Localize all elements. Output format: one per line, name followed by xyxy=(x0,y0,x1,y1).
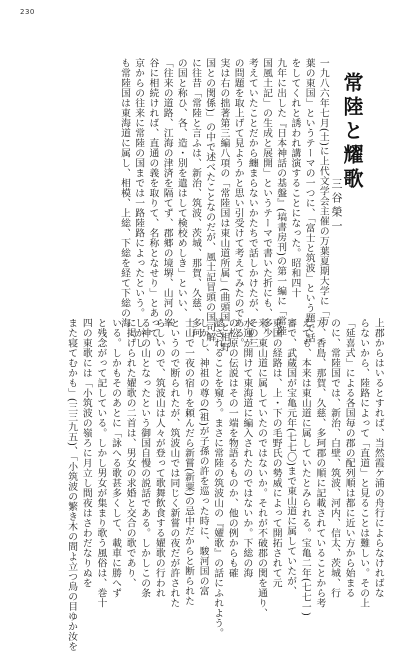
text-column: の松原の伝説はその一端を物語るものか、他の例からも確 xyxy=(226,318,238,578)
text-column: と残念がって記している。しかし男女が集まり歌う風俗は、巻十 xyxy=(95,318,107,608)
text-column: に往昔「常陸と言ふは、新治、筑波、茨城、那賀、久慈、多珂 xyxy=(189,58,201,338)
text-column: 考えていたことだから纏まらないかたちで話しかけたが、その三 xyxy=(246,58,258,348)
text-column: 士山で一夜の宿りを頼んだら新嘗(新粟)の忌中だからと断られた xyxy=(182,318,194,607)
text-column: というので断られたが、筑波山では同じく新嘗の夜だが許された xyxy=(168,318,180,608)
text-column: に掲げられた嬥歌の二首は、男女の求婚と交合の歌であり、 xyxy=(124,318,136,588)
text-column: 認されることを窺う。まさに常陸の筑波山の『嬥歌』の話にふれよう。 xyxy=(212,318,224,638)
text-column: 葉の東国」というテーマの一つに、「富士と筑波」という題で話 xyxy=(303,58,315,344)
essay-title: 常陸と耀歌 xyxy=(340,72,364,192)
text-column: 「延喜式」による各国毎の郡の配列順は都に近い方から始まる xyxy=(343,318,355,598)
text-column: 水運が開けて東海道に編入されたのではないか。下総の海 xyxy=(241,318,253,578)
text-column: 実は右の拙著第三編八項の「常陸国は東山道所属」(曲頭国と相野 xyxy=(218,58,230,353)
text-column: 一九八六年七月(土)に上代文学会主催の万葉夏期大学に「万 xyxy=(317,58,329,327)
text-column: 九年に出した『日本神話の基盤』(塙書房刊)の第一編に「常陸 xyxy=(275,58,287,337)
author-name: 三谷榮一 xyxy=(330,178,343,234)
text-column: の国と称ひ、各、造・別を遣はして検校めしき」といい、 xyxy=(175,58,187,318)
text-column: 国風土記」の生成と展開」というテーマで書いた折にも、多少 xyxy=(260,58,272,338)
text-column: る神の山となったという御国自慢の説話である。しかしこの条 xyxy=(139,318,151,598)
text-column: いる。しかもそのあとに「詠へる歌甚多くして、載車に勝へず xyxy=(109,318,121,598)
text-column: 「往来の道路、江海の津済を隔てず、郡郷の境堺、山河の峯 xyxy=(161,58,173,328)
text-column: また寝てむかも」(三三九五)、「小筑波の繁き木の間よ立つ鳥の目ゆか汝を xyxy=(66,318,78,651)
text-column: しかし、神祖の尊の(祖)が子孫の許を巡った時に、駿河国の富 xyxy=(197,318,209,597)
text-column: 国との関係)」の中で述べたことなのだが、風土記冒頭の国司解 xyxy=(204,58,216,343)
text-column: らしいので、筑波山は人々が登って歌舞飲食する嬥歌の行われ xyxy=(153,318,165,598)
text-column: の問題を取上げて見ようかと思い引受けて考えてみたのである。 xyxy=(232,58,244,348)
text-column: 上郡からはいるとすれば、当然霞ケ浦の舟行によらなければな xyxy=(372,318,384,598)
text-column: 審で、武蔵国が宝亀元年(七七〇)まで東山道に属していたが、 xyxy=(285,318,297,597)
text-column: 四の東歌には「小筑波の嶺ろに月立し間夜はさわだなりぬを xyxy=(80,318,92,588)
text-column: 谷に相続ければ、直通の義を取りて、名称となせり」とあって、 xyxy=(147,58,159,348)
text-column: えても、本来は東山道に属していたとみられる。宝亀二年(七七一) xyxy=(299,318,311,617)
text-column: 来、東山道に属していたのではないか。それが不破郡の関を通り、 xyxy=(255,318,267,618)
text-column: 京からの往来に常陸の国までは一路陸路によったという。しかし xyxy=(133,58,145,348)
text-column: 東国の経路は、上・下の毛野氏の勢威によって開拓されて元 xyxy=(270,318,282,588)
text-column: をしてくれと誘われ講演することになった。昭和四十 xyxy=(289,58,301,298)
text-column: のに、常陸国では、新治、白壁、筑波、河内、信太、茨城、行 xyxy=(328,318,340,598)
text-column: 方、香島、那賀、久慈、多珂郡の順に記載されていることから考 xyxy=(314,318,326,608)
text-column: らないから、陸路によって「直道」と見ることは難しい。その上 xyxy=(358,318,370,608)
text-column: も常陸国は東海道に属し、相模、上総、下総を経て下総の海 xyxy=(118,58,130,328)
page-number: 230 xyxy=(20,8,35,16)
